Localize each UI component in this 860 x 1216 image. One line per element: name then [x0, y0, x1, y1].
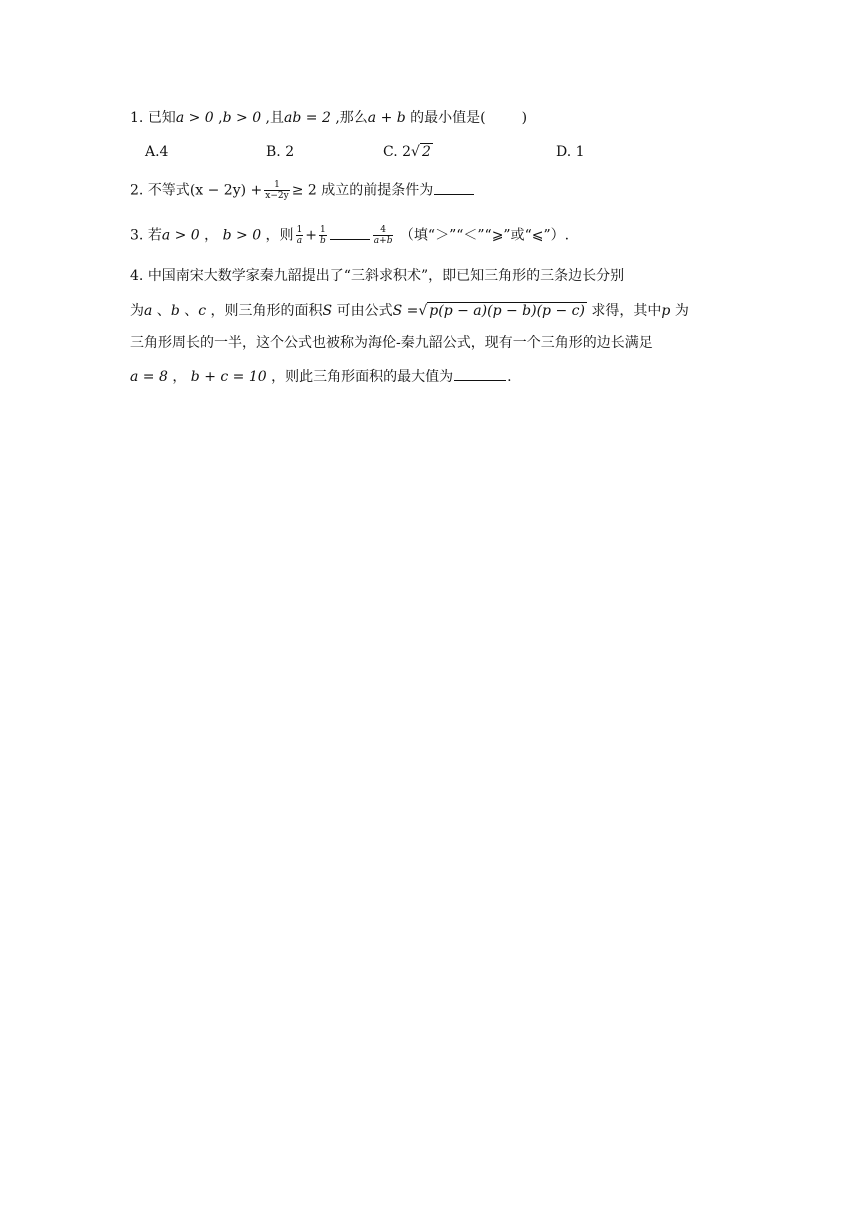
option-c — [383, 144, 433, 160]
question-text: 为 — [130, 303, 144, 319]
radical-sign: √ — [411, 144, 420, 160]
math-expression: a + b — [367, 110, 406, 126]
question-text: 若 — [147, 227, 162, 244]
question-text: 三角形周长的一半，这个公式也被称为海伦-秦九韶公式，现有一个三角形的边长满足 — [130, 335, 653, 351]
sqrt-expression — [418, 301, 587, 321]
question-number: 1. — [130, 110, 144, 126]
fraction-denominator: a — [296, 236, 303, 246]
separator: , — [213, 110, 223, 126]
option-b: B. 2 — [266, 144, 295, 160]
fraction-numerator: 4 — [380, 225, 386, 235]
answer-blank — [434, 182, 474, 195]
question-text: 已知 — [147, 110, 176, 126]
question-1-options — [145, 144, 745, 164]
math-expression: ≥ 2 — [291, 182, 317, 199]
math-var: a — [144, 303, 153, 319]
math-condition: b > 0 — [222, 110, 262, 126]
math-condition: b + c = 10 — [190, 369, 267, 385]
question-4-line-2 — [130, 301, 689, 321]
math-condition: ab = 2 — [284, 110, 331, 126]
question-4-line-4 — [130, 367, 512, 387]
separator: ， — [199, 227, 223, 244]
option-c-label: C. 2 — [383, 144, 412, 160]
radicand: 2 — [421, 144, 431, 160]
fraction-numerator: 1 — [296, 225, 303, 235]
close-paren: ) — [521, 110, 528, 126]
option-d: D. 1 — [556, 144, 585, 160]
question-text: 求得，其中 — [586, 303, 662, 319]
question-2 — [130, 180, 475, 201]
fraction-denominator: x−2y — [265, 191, 289, 201]
question-text: 不等式 — [147, 182, 190, 199]
question-text: ，则三角形的面积 — [206, 303, 323, 319]
separator: 、 — [179, 303, 199, 319]
question-text: 为 — [670, 303, 689, 319]
question-text: ，则此三角形面积的最大值为 — [266, 369, 454, 385]
math-condition: a > 0 — [161, 227, 200, 244]
fraction — [264, 180, 289, 201]
question-text: . — [507, 369, 512, 385]
math-var: b — [170, 303, 180, 319]
question-text: 可由公式 — [332, 303, 393, 319]
question-4-line-1 — [130, 266, 624, 286]
question-1 — [130, 108, 527, 128]
math-condition: a > 0 — [175, 110, 214, 126]
math-var: S = — [392, 303, 419, 319]
fraction-denominator: b — [320, 236, 326, 246]
separator: ,且 — [261, 110, 285, 126]
math-var: c — [198, 303, 207, 319]
math-condition: a = 8 — [130, 369, 168, 385]
math-expression: (x − 2y) + — [189, 182, 263, 199]
question-number: 2. — [130, 182, 144, 199]
question-text: 的最小值是( — [405, 110, 486, 126]
question-number: 3. — [130, 227, 144, 244]
question-3 — [130, 225, 569, 246]
separator: 、 — [152, 303, 171, 319]
question-text: 成立的前提条件为 — [316, 182, 434, 199]
math-var: p — [661, 303, 671, 319]
fraction — [373, 225, 394, 246]
separator: ,那么 — [330, 110, 368, 126]
plus-sign: + — [305, 227, 318, 244]
fraction-numerator: 1 — [274, 180, 280, 190]
answer-blank — [330, 227, 370, 240]
sqrt-expression — [411, 144, 433, 160]
fraction — [296, 225, 304, 246]
fraction-denominator: a+b — [373, 236, 393, 246]
radicand: p(p − a)(p − b)(p − c) — [429, 303, 585, 319]
math-var: S — [322, 303, 333, 319]
answer-blank — [454, 368, 506, 381]
question-number: 4. — [130, 268, 144, 284]
fraction — [319, 225, 327, 246]
option-a: A.4 — [145, 144, 169, 160]
question-4-line-3 — [130, 333, 653, 353]
radical-sign: √ — [418, 303, 428, 319]
separator: ，则 — [261, 227, 294, 244]
math-condition: b > 0 — [222, 227, 262, 244]
question-text: 中国南宋大数学家秦九韶提出了“三斜求积术”，即已知三角形的三条边长分别 — [147, 268, 625, 284]
question-text: （填“＞”“＜”“⩾”或“⩽”）. — [395, 227, 570, 244]
fraction-numerator: 1 — [320, 225, 326, 235]
separator: ， — [167, 369, 191, 385]
